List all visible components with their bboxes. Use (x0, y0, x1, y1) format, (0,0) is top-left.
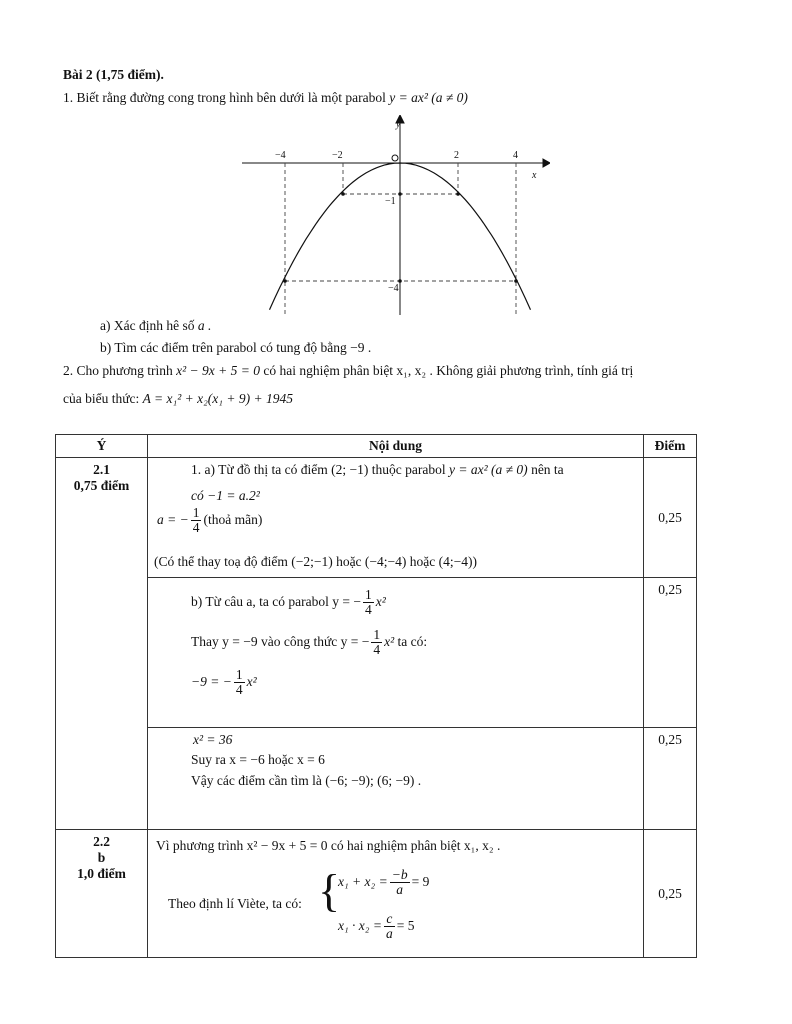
fraction: $\frac{1}{4}$ (192, 505, 200, 536)
header-y: Ý (56, 435, 148, 458)
row1-a-line3: a = − $\frac{1}{4}$ (thoả mãn) (157, 505, 263, 536)
row2-content (148, 830, 644, 958)
row2-sum: x₁ + x₂ = $\frac{-b}{a}$ = 9 (338, 867, 430, 898)
row2-label-cell (56, 830, 148, 958)
x-tick-2: 2 (454, 150, 459, 161)
origin-circle-icon (392, 155, 398, 161)
table-row (56, 830, 697, 958)
x-axis-arrow (543, 159, 550, 167)
parabola-graph (240, 115, 550, 320)
row1-c-score: 0,25 (644, 728, 697, 830)
row1-part-b (148, 578, 644, 728)
table-row (56, 728, 697, 830)
row1-a-line2: có −1 = a.2² (191, 488, 260, 503)
question-2-text: 2. Cho phương trình (63, 363, 173, 378)
row1-label: 2.1 (93, 462, 110, 477)
x-tick-neg2: −2 (332, 150, 343, 161)
x-tick-neg4: −4 (275, 150, 286, 161)
question-2-text-2: có hai nghiệm phân biệt x₁, x₂ . Không giải phương trình, tính giá trị (263, 363, 634, 378)
table-row (56, 578, 697, 728)
question-1-formula: y = ax² (a ≠ 0) (389, 90, 468, 105)
system-brace: { (318, 865, 341, 916)
row1-b-line1: b) Từ câu a, ta có parabol y = − $\frac{1}{4}$ x² (191, 587, 386, 618)
row1-part-a (148, 458, 644, 578)
row1-c-line1: x² = 36 (193, 732, 233, 747)
question-2-expr: A = x₁² + x₂(x₁ + 9) + 1945 (142, 391, 293, 406)
row1-part-c (148, 728, 644, 830)
x-axis-label: x (532, 170, 537, 181)
row2-points: 1,0 điểm (77, 866, 126, 881)
row1-a-line1: 1. a) Từ đồ thị ta có điểm (2; −1) thuộc parabol y = ax² (a ≠ 0) nên ta (191, 462, 564, 477)
table-header-row (56, 435, 697, 458)
answer-table (55, 434, 697, 958)
x-tick-4: 4 (513, 150, 518, 161)
row2-score: 0,25 (644, 830, 697, 958)
question-2-expr-label: của biểu thức: (63, 391, 140, 406)
question-1a (100, 318, 211, 334)
row2-label: 2.2 (93, 834, 110, 849)
row1-a-note: (Có thể thay toạ độ điểm (−2;−1) hoặc (−4;−4) hoặc (4;−4)) (154, 554, 477, 569)
question-2-equation: x² − 9x + 5 = 0 (176, 363, 260, 378)
row1-b-line3: −9 = − $\frac{1}{4}$ x² (191, 667, 257, 698)
y-axis-label: y (396, 119, 401, 130)
question-1-text: 1. Biết rằng đường cong trong hình bên dưới là một parabol (63, 90, 386, 105)
row1-a-score: 0,25 (644, 458, 697, 578)
question-2 (63, 363, 633, 379)
header-content: Nội dung (148, 435, 644, 458)
row1-b-line2: Thay y = −9 vào công thức y = − $\frac{1}{4}$ x² ta có: (191, 627, 428, 658)
row1-points: 0,75 điểm (73, 478, 130, 493)
question-1a-text: a) Xác định hê số (100, 318, 195, 333)
row1-label-cell (56, 458, 148, 830)
y-tick-neg1: −1 (385, 196, 396, 207)
question-2-expression (63, 391, 293, 407)
row2-sub: b (97, 850, 106, 865)
question-1b: b) Tìm các điểm trên parabol có tung độ bằng −9 . (100, 340, 372, 355)
question-1 (63, 90, 468, 106)
row2-viete: Theo định lí Viète, ta có: (168, 896, 302, 911)
row2-product: x₁ · x₂ = $\frac{c}{a}$ = 5 (338, 911, 415, 942)
question-1a-var: a . (197, 318, 212, 333)
row2-line1: Vì phương trình x² − 9x + 5 = 0 có hai nghiệm phân biệt x₁, x₂ . (156, 838, 501, 853)
graph-points (283, 192, 518, 283)
y-tick-neg4: −4 (388, 283, 399, 294)
row1-c-line3: Vậy các điểm cần tìm là (−6; −9); (6; −9) . (191, 773, 422, 788)
row1-c-line2: Suy ra x = −6 hoặc x = 6 (191, 752, 325, 767)
row1-b-score: 0,25 (644, 578, 697, 728)
table-row (56, 458, 697, 578)
problem-title: Bài 2 (1,75 điểm). (63, 67, 164, 82)
header-score: Điểm (644, 435, 697, 458)
